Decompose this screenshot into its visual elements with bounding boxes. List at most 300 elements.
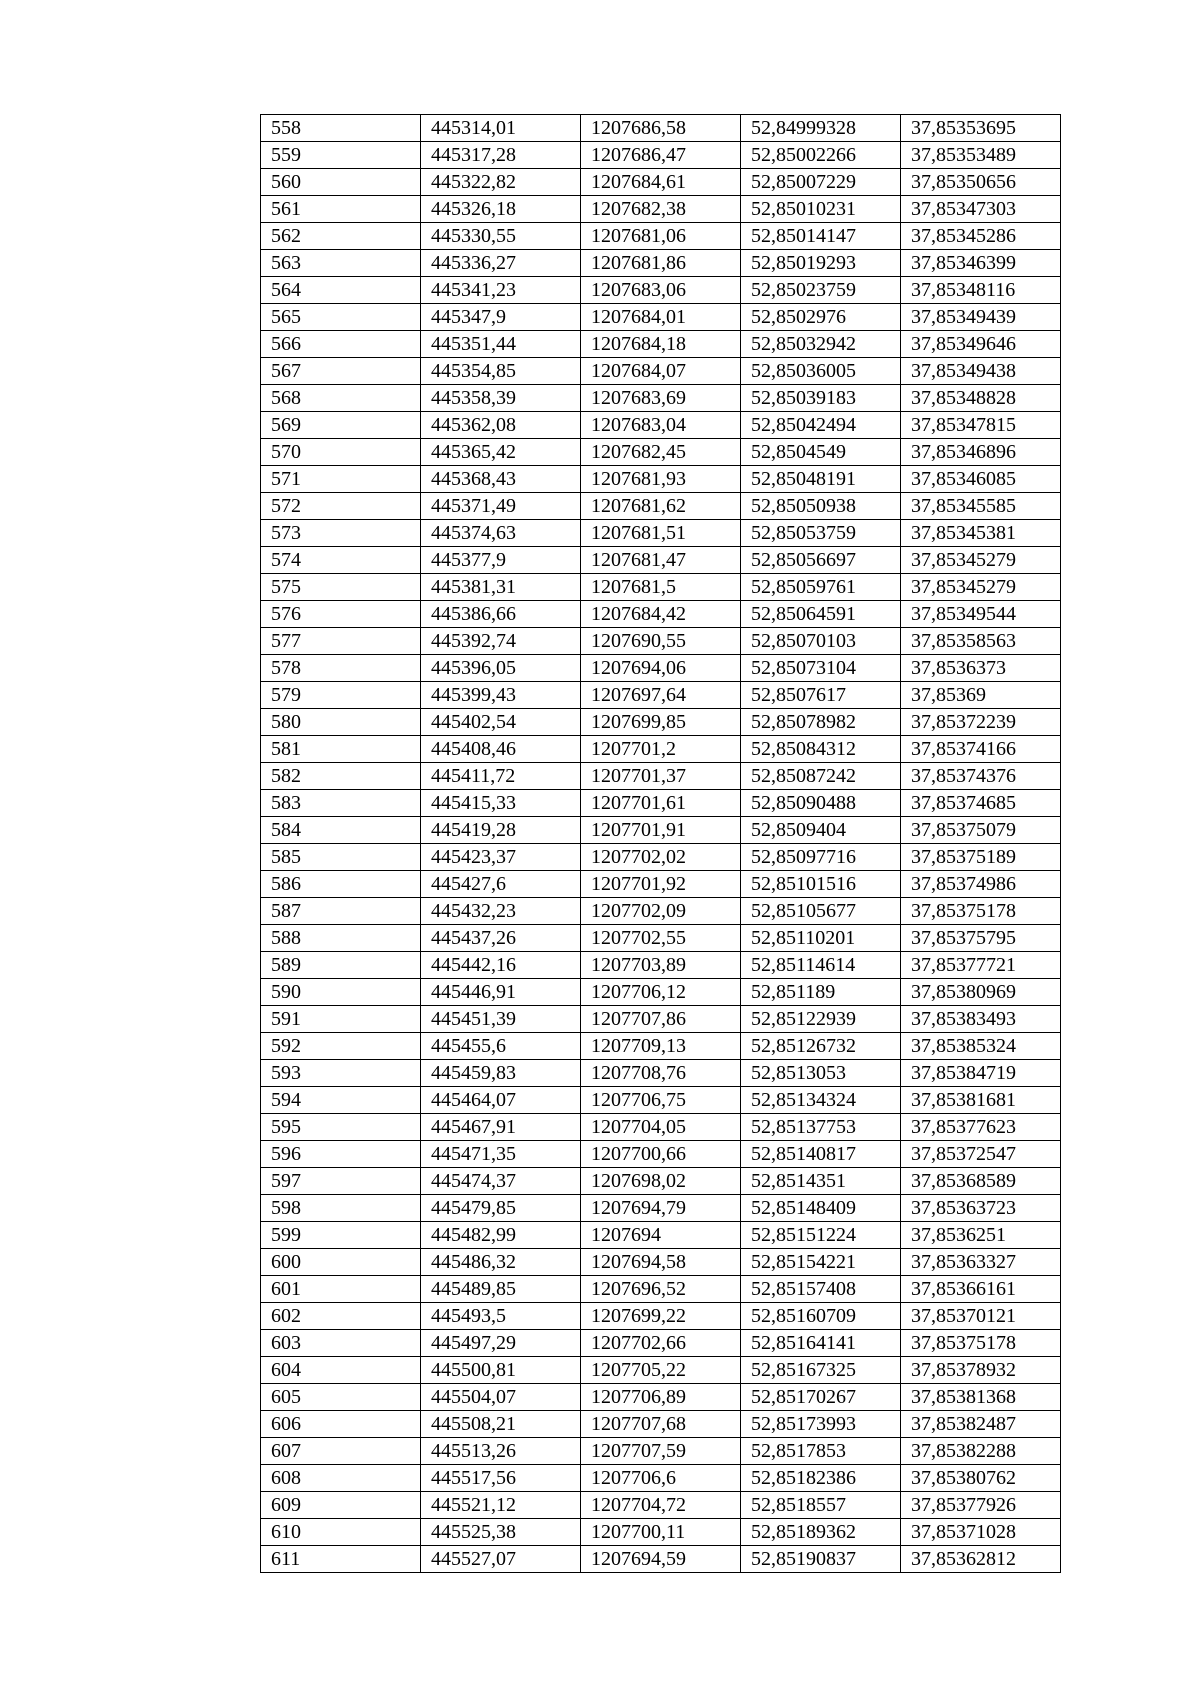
latitude-cell: 52,85048191 <box>741 466 901 493</box>
point-number-cell: 579 <box>261 682 421 709</box>
latitude-cell: 52,85036005 <box>741 358 901 385</box>
longitude-cell: 37,85363723 <box>901 1195 1061 1222</box>
longitude-cell: 37,85375189 <box>901 844 1061 871</box>
point-number-cell: 559 <box>261 142 421 169</box>
y-coordinate-cell: 1207701,2 <box>581 736 741 763</box>
x-coordinate-cell: 445399,43 <box>421 682 581 709</box>
longitude-cell: 37,85375178 <box>901 1330 1061 1357</box>
y-coordinate-cell: 1207694 <box>581 1222 741 1249</box>
y-coordinate-cell: 1207681,86 <box>581 250 741 277</box>
point-number-cell: 610 <box>261 1519 421 1546</box>
longitude-cell: 37,85358563 <box>901 628 1061 655</box>
y-coordinate-cell: 1207704,72 <box>581 1492 741 1519</box>
latitude-cell: 52,85050938 <box>741 493 901 520</box>
table-row <box>261 1465 1061 1492</box>
point-number-cell: 572 <box>261 493 421 520</box>
latitude-cell: 52,8514351 <box>741 1168 901 1195</box>
table-row <box>261 1330 1061 1357</box>
x-coordinate-cell: 445419,28 <box>421 817 581 844</box>
table-row <box>261 1033 1061 1060</box>
latitude-cell: 52,8513053 <box>741 1060 901 1087</box>
x-coordinate-cell: 445408,46 <box>421 736 581 763</box>
table-row <box>261 466 1061 493</box>
x-coordinate-cell: 445365,42 <box>421 439 581 466</box>
y-coordinate-cell: 1207682,38 <box>581 196 741 223</box>
latitude-cell: 52,85023759 <box>741 277 901 304</box>
x-coordinate-cell: 445500,81 <box>421 1357 581 1384</box>
longitude-cell: 37,85372547 <box>901 1141 1061 1168</box>
latitude-cell: 52,85007229 <box>741 169 901 196</box>
longitude-cell: 37,85350656 <box>901 169 1061 196</box>
x-coordinate-cell: 445347,9 <box>421 304 581 331</box>
table-row <box>261 250 1061 277</box>
x-coordinate-cell: 445513,26 <box>421 1438 581 1465</box>
y-coordinate-cell: 1207701,61 <box>581 790 741 817</box>
table-row <box>261 979 1061 1006</box>
longitude-cell: 37,85349438 <box>901 358 1061 385</box>
point-number-cell: 568 <box>261 385 421 412</box>
x-coordinate-cell: 445437,26 <box>421 925 581 952</box>
y-coordinate-cell: 1207696,52 <box>581 1276 741 1303</box>
x-coordinate-cell: 445336,27 <box>421 250 581 277</box>
longitude-cell: 37,85346896 <box>901 439 1061 466</box>
latitude-cell: 52,85140817 <box>741 1141 901 1168</box>
point-number-cell: 578 <box>261 655 421 682</box>
x-coordinate-cell: 445362,08 <box>421 412 581 439</box>
y-coordinate-cell: 1207701,92 <box>581 871 741 898</box>
point-number-cell: 606 <box>261 1411 421 1438</box>
latitude-cell: 52,8509404 <box>741 817 901 844</box>
table-row <box>261 952 1061 979</box>
point-number-cell: 605 <box>261 1384 421 1411</box>
point-number-cell: 560 <box>261 169 421 196</box>
point-number-cell: 580 <box>261 709 421 736</box>
x-coordinate-cell: 445322,82 <box>421 169 581 196</box>
point-number-cell: 566 <box>261 331 421 358</box>
longitude-cell: 37,85374166 <box>901 736 1061 763</box>
y-coordinate-cell: 1207681,51 <box>581 520 741 547</box>
x-coordinate-cell: 445386,66 <box>421 601 581 628</box>
y-coordinate-cell: 1207701,91 <box>581 817 741 844</box>
x-coordinate-cell: 445432,23 <box>421 898 581 925</box>
y-coordinate-cell: 1207702,09 <box>581 898 741 925</box>
longitude-cell: 37,85353695 <box>901 115 1061 142</box>
table-row <box>261 1141 1061 1168</box>
point-number-cell: 609 <box>261 1492 421 1519</box>
y-coordinate-cell: 1207683,06 <box>581 277 741 304</box>
longitude-cell: 37,85384719 <box>901 1060 1061 1087</box>
x-coordinate-cell: 445527,07 <box>421 1546 581 1573</box>
y-coordinate-cell: 1207706,12 <box>581 979 741 1006</box>
y-coordinate-cell: 1207702,55 <box>581 925 741 952</box>
table-row <box>261 1060 1061 1087</box>
longitude-cell: 37,85363327 <box>901 1249 1061 1276</box>
latitude-cell: 52,85134324 <box>741 1087 901 1114</box>
longitude-cell: 37,85381368 <box>901 1384 1061 1411</box>
longitude-cell: 37,85370121 <box>901 1303 1061 1330</box>
longitude-cell: 37,85381681 <box>901 1087 1061 1114</box>
point-number-cell: 589 <box>261 952 421 979</box>
latitude-cell: 52,85010231 <box>741 196 901 223</box>
latitude-cell: 52,85078982 <box>741 709 901 736</box>
longitude-cell: 37,85382487 <box>901 1411 1061 1438</box>
latitude-cell: 52,85064591 <box>741 601 901 628</box>
x-coordinate-cell: 445467,91 <box>421 1114 581 1141</box>
y-coordinate-cell: 1207694,79 <box>581 1195 741 1222</box>
x-coordinate-cell: 445493,5 <box>421 1303 581 1330</box>
point-number-cell: 594 <box>261 1087 421 1114</box>
x-coordinate-cell: 445479,85 <box>421 1195 581 1222</box>
x-coordinate-cell: 445451,39 <box>421 1006 581 1033</box>
latitude-cell: 52,85137753 <box>741 1114 901 1141</box>
x-coordinate-cell: 445497,29 <box>421 1330 581 1357</box>
x-coordinate-cell: 445326,18 <box>421 196 581 223</box>
y-coordinate-cell: 1207705,22 <box>581 1357 741 1384</box>
x-coordinate-cell: 445482,99 <box>421 1222 581 1249</box>
latitude-cell: 52,85170267 <box>741 1384 901 1411</box>
x-coordinate-cell: 445381,31 <box>421 574 581 601</box>
longitude-cell: 37,85366161 <box>901 1276 1061 1303</box>
point-number-cell: 590 <box>261 979 421 1006</box>
longitude-cell: 37,85349439 <box>901 304 1061 331</box>
table-row <box>261 412 1061 439</box>
y-coordinate-cell: 1207683,69 <box>581 385 741 412</box>
longitude-cell: 37,85348116 <box>901 277 1061 304</box>
latitude-cell: 52,8518557 <box>741 1492 901 1519</box>
longitude-cell: 37,85380762 <box>901 1465 1061 1492</box>
point-number-cell: 596 <box>261 1141 421 1168</box>
latitude-cell: 52,85110201 <box>741 925 901 952</box>
table-row <box>261 358 1061 385</box>
latitude-cell: 52,85042494 <box>741 412 901 439</box>
table-row <box>261 1303 1061 1330</box>
longitude-cell: 37,85349544 <box>901 601 1061 628</box>
table-row <box>261 142 1061 169</box>
longitude-cell: 37,85346085 <box>901 466 1061 493</box>
latitude-cell: 52,85053759 <box>741 520 901 547</box>
point-number-cell: 577 <box>261 628 421 655</box>
point-number-cell: 574 <box>261 547 421 574</box>
x-coordinate-cell: 445374,63 <box>421 520 581 547</box>
longitude-cell: 37,85378932 <box>901 1357 1061 1384</box>
table-row <box>261 1519 1061 1546</box>
point-number-cell: 611 <box>261 1546 421 1573</box>
latitude-cell: 52,85160709 <box>741 1303 901 1330</box>
latitude-cell: 52,85002266 <box>741 142 901 169</box>
table-row <box>261 601 1061 628</box>
table-row <box>261 1087 1061 1114</box>
x-coordinate-cell: 445411,72 <box>421 763 581 790</box>
table-row <box>261 1438 1061 1465</box>
table-row <box>261 385 1061 412</box>
latitude-cell: 52,85059761 <box>741 574 901 601</box>
y-coordinate-cell: 1207706,6 <box>581 1465 741 1492</box>
table-row <box>261 574 1061 601</box>
x-coordinate-cell: 445351,44 <box>421 331 581 358</box>
x-coordinate-cell: 445464,07 <box>421 1087 581 1114</box>
longitude-cell: 37,85375795 <box>901 925 1061 952</box>
y-coordinate-cell: 1207694,59 <box>581 1546 741 1573</box>
latitude-cell: 52,85090488 <box>741 790 901 817</box>
table-row <box>261 1276 1061 1303</box>
latitude-cell: 52,85173993 <box>741 1411 901 1438</box>
table-row <box>261 682 1061 709</box>
table-row <box>261 871 1061 898</box>
y-coordinate-cell: 1207700,66 <box>581 1141 741 1168</box>
y-coordinate-cell: 1207704,05 <box>581 1114 741 1141</box>
y-coordinate-cell: 1207699,85 <box>581 709 741 736</box>
latitude-cell: 52,84999328 <box>741 115 901 142</box>
y-coordinate-cell: 1207703,89 <box>581 952 741 979</box>
x-coordinate-cell: 445314,01 <box>421 115 581 142</box>
latitude-cell: 52,85070103 <box>741 628 901 655</box>
latitude-cell: 52,851189 <box>741 979 901 1006</box>
latitude-cell: 52,85032942 <box>741 331 901 358</box>
point-number-cell: 561 <box>261 196 421 223</box>
table-row <box>261 547 1061 574</box>
point-number-cell: 599 <box>261 1222 421 1249</box>
y-coordinate-cell: 1207702,02 <box>581 844 741 871</box>
latitude-cell: 52,85105677 <box>741 898 901 925</box>
latitude-cell: 52,85182386 <box>741 1465 901 1492</box>
table-row <box>261 655 1061 682</box>
y-coordinate-cell: 1207681,93 <box>581 466 741 493</box>
latitude-cell: 52,85154221 <box>741 1249 901 1276</box>
x-coordinate-cell: 445517,56 <box>421 1465 581 1492</box>
point-number-cell: 575 <box>261 574 421 601</box>
table-row <box>261 331 1061 358</box>
table-row <box>261 169 1061 196</box>
table-row <box>261 196 1061 223</box>
point-number-cell: 562 <box>261 223 421 250</box>
x-coordinate-cell: 445525,38 <box>421 1519 581 1546</box>
longitude-cell: 37,85377926 <box>901 1492 1061 1519</box>
longitude-cell: 37,85345381 <box>901 520 1061 547</box>
longitude-cell: 37,85374986 <box>901 871 1061 898</box>
x-coordinate-cell: 445442,16 <box>421 952 581 979</box>
table-row <box>261 520 1061 547</box>
table-row <box>261 439 1061 466</box>
longitude-cell: 37,85377623 <box>901 1114 1061 1141</box>
point-number-cell: 600 <box>261 1249 421 1276</box>
x-coordinate-cell: 445508,21 <box>421 1411 581 1438</box>
y-coordinate-cell: 1207702,66 <box>581 1330 741 1357</box>
x-coordinate-cell: 445471,35 <box>421 1141 581 1168</box>
point-number-cell: 571 <box>261 466 421 493</box>
table-row <box>261 1168 1061 1195</box>
point-number-cell: 582 <box>261 763 421 790</box>
longitude-cell: 37,85347303 <box>901 196 1061 223</box>
longitude-cell: 37,85385324 <box>901 1033 1061 1060</box>
x-coordinate-cell: 445396,05 <box>421 655 581 682</box>
latitude-cell: 52,85167325 <box>741 1357 901 1384</box>
x-coordinate-cell: 445504,07 <box>421 1384 581 1411</box>
point-number-cell: 583 <box>261 790 421 817</box>
point-number-cell: 587 <box>261 898 421 925</box>
point-number-cell: 591 <box>261 1006 421 1033</box>
latitude-cell: 52,8517853 <box>741 1438 901 1465</box>
point-number-cell: 573 <box>261 520 421 547</box>
x-coordinate-cell: 445423,37 <box>421 844 581 871</box>
y-coordinate-cell: 1207681,47 <box>581 547 741 574</box>
y-coordinate-cell: 1207681,06 <box>581 223 741 250</box>
x-coordinate-cell: 445371,49 <box>421 493 581 520</box>
point-number-cell: 598 <box>261 1195 421 1222</box>
point-number-cell: 576 <box>261 601 421 628</box>
latitude-cell: 52,85151224 <box>741 1222 901 1249</box>
longitude-cell: 37,85362812 <box>901 1546 1061 1573</box>
y-coordinate-cell: 1207706,75 <box>581 1087 741 1114</box>
y-coordinate-cell: 1207681,5 <box>581 574 741 601</box>
table-row <box>261 1546 1061 1573</box>
y-coordinate-cell: 1207697,64 <box>581 682 741 709</box>
y-coordinate-cell: 1207686,58 <box>581 115 741 142</box>
y-coordinate-cell: 1207707,68 <box>581 1411 741 1438</box>
table-row <box>261 925 1061 952</box>
y-coordinate-cell: 1207700,11 <box>581 1519 741 1546</box>
table-row <box>261 1249 1061 1276</box>
y-coordinate-cell: 1207684,01 <box>581 304 741 331</box>
longitude-cell: 37,85346399 <box>901 250 1061 277</box>
point-number-cell: 567 <box>261 358 421 385</box>
latitude-cell: 52,85087242 <box>741 763 901 790</box>
latitude-cell: 52,85097716 <box>741 844 901 871</box>
y-coordinate-cell: 1207707,86 <box>581 1006 741 1033</box>
x-coordinate-cell: 445446,91 <box>421 979 581 1006</box>
table-row <box>261 115 1061 142</box>
y-coordinate-cell: 1207684,61 <box>581 169 741 196</box>
longitude-cell: 37,85345279 <box>901 574 1061 601</box>
latitude-cell: 52,85084312 <box>741 736 901 763</box>
x-coordinate-cell: 445521,12 <box>421 1492 581 1519</box>
point-number-cell: 569 <box>261 412 421 439</box>
x-coordinate-cell: 445489,85 <box>421 1276 581 1303</box>
table-row <box>261 790 1061 817</box>
table-row <box>261 1411 1061 1438</box>
table-row <box>261 277 1061 304</box>
table-row <box>261 1114 1061 1141</box>
latitude-cell: 52,85157408 <box>741 1276 901 1303</box>
y-coordinate-cell: 1207681,62 <box>581 493 741 520</box>
longitude-cell: 37,85345585 <box>901 493 1061 520</box>
x-coordinate-cell: 445354,85 <box>421 358 581 385</box>
longitude-cell: 37,85371028 <box>901 1519 1061 1546</box>
latitude-cell: 52,85056697 <box>741 547 901 574</box>
x-coordinate-cell: 445330,55 <box>421 223 581 250</box>
point-number-cell: 563 <box>261 250 421 277</box>
latitude-cell: 52,85189362 <box>741 1519 901 1546</box>
point-number-cell: 595 <box>261 1114 421 1141</box>
latitude-cell: 52,85101516 <box>741 871 901 898</box>
point-number-cell: 581 <box>261 736 421 763</box>
table-row <box>261 628 1061 655</box>
longitude-cell: 37,85380969 <box>901 979 1061 1006</box>
longitude-cell: 37,85382288 <box>901 1438 1061 1465</box>
coordinates-table <box>260 114 1061 1573</box>
point-number-cell: 584 <box>261 817 421 844</box>
table-row <box>261 844 1061 871</box>
y-coordinate-cell: 1207694,58 <box>581 1249 741 1276</box>
y-coordinate-cell: 1207699,22 <box>581 1303 741 1330</box>
x-coordinate-cell: 445402,54 <box>421 709 581 736</box>
point-number-cell: 593 <box>261 1060 421 1087</box>
y-coordinate-cell: 1207686,47 <box>581 142 741 169</box>
latitude-cell: 52,85164141 <box>741 1330 901 1357</box>
point-number-cell: 608 <box>261 1465 421 1492</box>
longitude-cell: 37,85374376 <box>901 763 1061 790</box>
longitude-cell: 37,85368589 <box>901 1168 1061 1195</box>
x-coordinate-cell: 445377,9 <box>421 547 581 574</box>
table-row <box>261 817 1061 844</box>
table-row <box>261 493 1061 520</box>
longitude-cell: 37,85349646 <box>901 331 1061 358</box>
x-coordinate-cell: 445317,28 <box>421 142 581 169</box>
longitude-cell: 37,85353489 <box>901 142 1061 169</box>
x-coordinate-cell: 445392,74 <box>421 628 581 655</box>
y-coordinate-cell: 1207684,42 <box>581 601 741 628</box>
longitude-cell: 37,85348828 <box>901 385 1061 412</box>
latitude-cell: 52,85014147 <box>741 223 901 250</box>
x-coordinate-cell: 445455,6 <box>421 1033 581 1060</box>
longitude-cell: 37,85374685 <box>901 790 1061 817</box>
x-coordinate-cell: 445341,23 <box>421 277 581 304</box>
y-coordinate-cell: 1207684,18 <box>581 331 741 358</box>
table-row <box>261 1357 1061 1384</box>
table-row <box>261 736 1061 763</box>
table-row <box>261 304 1061 331</box>
point-number-cell: 597 <box>261 1168 421 1195</box>
longitude-cell: 37,85375178 <box>901 898 1061 925</box>
longitude-cell: 37,85377721 <box>901 952 1061 979</box>
table-row <box>261 709 1061 736</box>
table-row <box>261 763 1061 790</box>
table-row <box>261 1384 1061 1411</box>
point-number-cell: 604 <box>261 1357 421 1384</box>
longitude-cell: 37,85345279 <box>901 547 1061 574</box>
x-coordinate-cell: 445459,83 <box>421 1060 581 1087</box>
latitude-cell: 52,85114614 <box>741 952 901 979</box>
table-row <box>261 898 1061 925</box>
y-coordinate-cell: 1207698,02 <box>581 1168 741 1195</box>
x-coordinate-cell: 445368,43 <box>421 466 581 493</box>
y-coordinate-cell: 1207682,45 <box>581 439 741 466</box>
y-coordinate-cell: 1207694,06 <box>581 655 741 682</box>
point-number-cell: 602 <box>261 1303 421 1330</box>
latitude-cell: 52,8502976 <box>741 304 901 331</box>
latitude-cell: 52,85019293 <box>741 250 901 277</box>
latitude-cell: 52,85122939 <box>741 1006 901 1033</box>
point-number-cell: 570 <box>261 439 421 466</box>
longitude-cell: 37,85369 <box>901 682 1061 709</box>
x-coordinate-cell: 445474,37 <box>421 1168 581 1195</box>
latitude-cell: 52,85126732 <box>741 1033 901 1060</box>
latitude-cell: 52,8504549 <box>741 439 901 466</box>
latitude-cell: 52,85073104 <box>741 655 901 682</box>
point-number-cell: 558 <box>261 115 421 142</box>
latitude-cell: 52,85148409 <box>741 1195 901 1222</box>
longitude-cell: 37,85375079 <box>901 817 1061 844</box>
latitude-cell: 52,8507617 <box>741 682 901 709</box>
table-row <box>261 223 1061 250</box>
coordinates-table-body <box>261 115 1061 1573</box>
point-number-cell: 603 <box>261 1330 421 1357</box>
y-coordinate-cell: 1207706,89 <box>581 1384 741 1411</box>
y-coordinate-cell: 1207707,59 <box>581 1438 741 1465</box>
y-coordinate-cell: 1207684,07 <box>581 358 741 385</box>
y-coordinate-cell: 1207690,55 <box>581 628 741 655</box>
table-row <box>261 1195 1061 1222</box>
longitude-cell: 37,85345286 <box>901 223 1061 250</box>
